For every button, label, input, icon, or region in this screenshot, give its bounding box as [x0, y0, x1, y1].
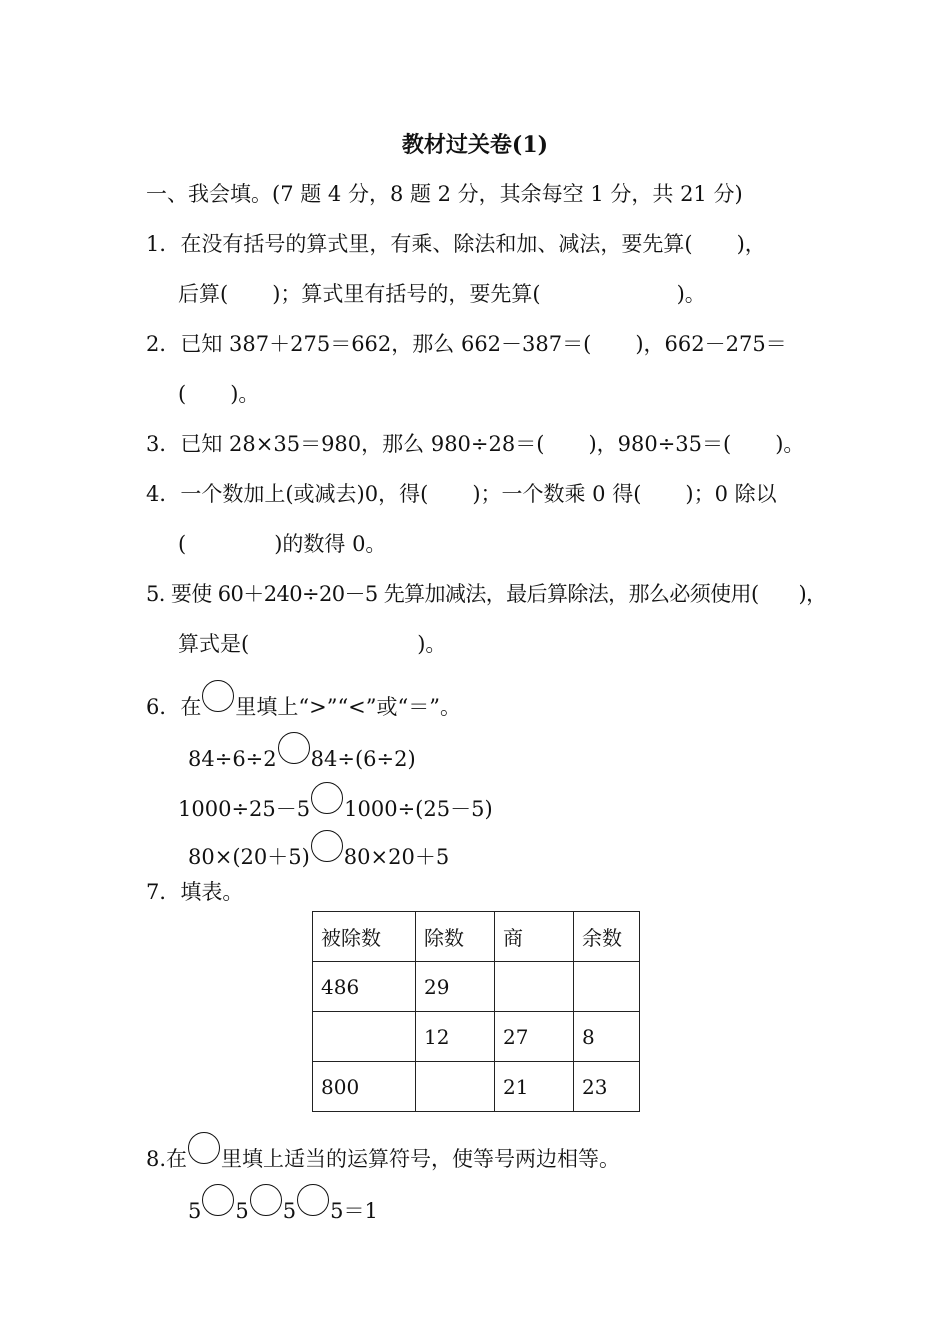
q2-text-c: (: [178, 382, 187, 406]
q3-text-c: )。: [775, 432, 805, 456]
q2-text-d: )。: [230, 382, 260, 406]
table-header: 余数: [574, 912, 640, 962]
operator-circle-icon: [188, 1132, 220, 1164]
operator-circle[interactable]: [202, 1184, 234, 1216]
table-header-row: [313, 912, 640, 962]
table-cell[interactable]: [574, 962, 640, 1012]
compare-row: [188, 830, 449, 871]
q1-text-d: )；算式里有括号的，要先算(: [272, 282, 541, 306]
table-cell: 27: [495, 1012, 574, 1062]
q2-text-b: )，662－275＝: [635, 332, 787, 356]
expression-right: 1000÷(25－5): [344, 797, 493, 821]
compare-circle-icon: [202, 680, 234, 712]
q3-text-b: )，980÷35＝(: [588, 432, 732, 456]
section-heading: 一、我会填。(7 题 4 分，8 题 2 分，其余每空 1 分，共 21 分): [146, 182, 743, 206]
q1-text-e: )。: [676, 282, 706, 306]
operand: 5: [235, 1199, 249, 1223]
table-header: 商: [495, 912, 574, 962]
table-row: [313, 962, 640, 1012]
compare-row: [178, 782, 493, 823]
expression-right: 80×20＋5: [343, 845, 450, 869]
expression-left: 84÷6÷2: [188, 747, 277, 771]
q5-text-c: 算式是(: [178, 632, 250, 656]
division-table: [312, 911, 640, 1112]
q4-text-b: )；一个数乘 0 得(: [472, 482, 642, 506]
question-3: [146, 428, 804, 458]
q4-text-a: 4．一个数加上(或减去)0，得(: [146, 482, 429, 506]
table-cell[interactable]: [313, 1012, 416, 1062]
compare-circle[interactable]: [311, 782, 343, 814]
compare-row: [188, 732, 416, 771]
page-title: 教材过关卷(1): [401, 132, 549, 158]
q1-text-a: 1．在没有括号的算式里，有乘、除法和加、减法，要先算(: [146, 232, 693, 256]
operand: 5＝1: [330, 1199, 378, 1223]
q5-text-d: )。: [417, 632, 447, 656]
q8-text-b: 里填上适当的运算符号，使等号两边相等。: [221, 1147, 621, 1171]
question-2-line-2: [178, 378, 259, 408]
table-row: [313, 1062, 640, 1112]
operand: 5: [188, 1199, 202, 1223]
q1-text-b: )，: [736, 232, 766, 256]
operator-circle[interactable]: [250, 1184, 282, 1216]
table-cell: 12: [416, 1012, 495, 1062]
q4-text-e: )的数得 0。: [274, 532, 387, 556]
table-header: 被除数: [313, 912, 416, 962]
question-2-line-1: [146, 328, 787, 358]
table-cell: 8: [574, 1012, 640, 1062]
q4-text-d: (: [178, 532, 187, 556]
q6-text-b: 里填上“>”“<”或“＝”。: [235, 695, 461, 719]
q5-text-b: )，: [798, 582, 827, 606]
table-cell: 486: [313, 962, 416, 1012]
operator-circle[interactable]: [297, 1184, 329, 1216]
q8-text-a: 8.在: [146, 1147, 188, 1171]
question-7-label: 7．填表。: [146, 880, 244, 904]
operand: 5: [282, 1199, 297, 1223]
compare-circle[interactable]: [311, 830, 343, 862]
compare-circle[interactable]: [278, 732, 310, 764]
q6-text-a: 6．在: [146, 695, 202, 719]
expression-left: 1000÷25－5: [178, 797, 311, 821]
table-cell: 29: [416, 962, 495, 1012]
question-5-line-1: [146, 578, 827, 608]
q4-text-c: )；0 除以: [685, 482, 777, 506]
table-cell: 23: [574, 1062, 640, 1112]
expression-left: 80×(20＋5): [188, 845, 310, 869]
question-1-line-1: [146, 228, 766, 258]
table-cell[interactable]: [416, 1062, 495, 1112]
q2-text-a: 2．已知 387＋275＝662，那么 662－387＝(: [146, 332, 592, 356]
question-8: [146, 1132, 620, 1173]
table-header: 除数: [416, 912, 495, 962]
question-4-line-2: [178, 528, 386, 558]
expression-right: 84÷(6÷2): [310, 747, 416, 771]
question-6: [146, 680, 461, 721]
q3-text-a: 3．已知 28×35＝980，那么 980÷28＝(: [146, 432, 545, 456]
question-5-line-2: [178, 628, 446, 658]
question-1-line-2: [178, 278, 706, 308]
operator-equation: [188, 1184, 378, 1225]
table-cell[interactable]: [495, 962, 574, 1012]
question-4-line-1: [146, 478, 777, 508]
table-cell: 21: [495, 1062, 574, 1112]
q1-text-c: 后算(: [178, 282, 229, 306]
q5-text-a: 5. 要使 60＋240÷20－5 先算加减法，最后算除法，那么必须使用(: [146, 582, 759, 606]
table-row: [313, 1012, 640, 1062]
table-cell: 800: [313, 1062, 416, 1112]
